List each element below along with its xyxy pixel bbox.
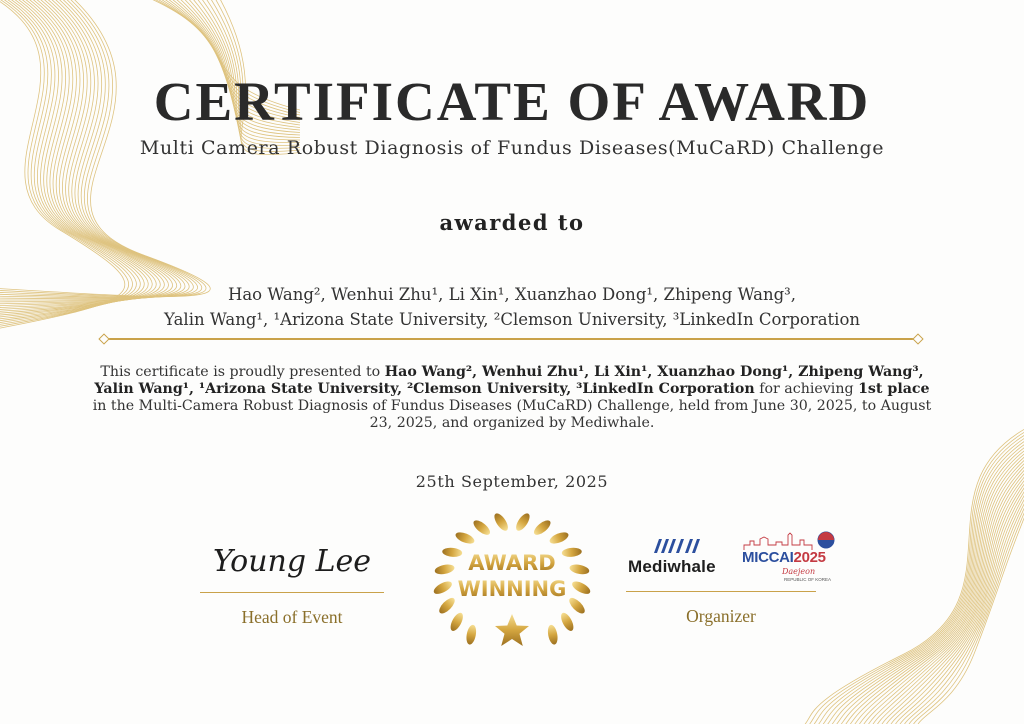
certificate-body: [92, 364, 932, 432]
recipients-line-2: Yalin Wang¹, ¹Arizona State University, ²Clemson University, ³LinkedIn Corporation: [163, 310, 861, 329]
miccai-name-part: MICCAI: [742, 549, 794, 566]
organizer-logos: [626, 527, 832, 591]
miccai-country: REPUBLIC OF KOREA: [784, 577, 832, 582]
mediwhale-logo-text: Mediwhale: [628, 557, 716, 576]
miccai-city: Daejeon: [782, 567, 816, 576]
body-intro: This certificate is proudly presented to: [100, 364, 381, 380]
body-achieving: for achieving: [759, 381, 854, 397]
head-of-event-label: Head of Event: [241, 607, 343, 627]
award-date: 25th September, 2025: [415, 472, 609, 491]
award-winning-badge: [420, 512, 604, 657]
body-names: Hao Wang², Wenhui Zhu¹, Li Xin¹, Xuanzhao Dong¹, Zhipeng Wang³, Yalin Wang¹, ¹Arizona State University, ²Clemson University, ³LinkedIn Corporation: [94, 364, 924, 397]
organizer-label: Organizer: [686, 606, 756, 626]
miccai-skyline-icon: [742, 531, 836, 551]
badge-text-award: AWARD: [468, 551, 556, 575]
signature-line: [200, 592, 384, 593]
body-place: 1st place: [858, 381, 930, 397]
miccai-year: 2025: [793, 549, 826, 566]
star-icon: [495, 614, 529, 646]
signature: Young Lee: [212, 544, 372, 579]
badge-text-winning: WINNING: [457, 577, 567, 601]
organizer-line: [626, 591, 816, 592]
awarded-to-label: awarded to: [439, 210, 585, 235]
mediwhale-mark-icon: [654, 539, 700, 553]
miccai-logo: [742, 531, 836, 591]
signature-block: [200, 532, 384, 628]
recipients: [0, 282, 1024, 332]
gold-wave-decoration-top-left: [0, 0, 300, 330]
certificate-title: CERTIFICATE OF AWARD: [153, 71, 871, 132]
recipients-line-1: Hao Wang², Wenhui Zhu¹, Li Xin¹, Xuanzhao Dong¹, Zhipeng Wang³,: [227, 285, 797, 304]
organizer-block: [626, 527, 832, 627]
gold-divider: [104, 338, 918, 340]
miccai-logo-text: [742, 549, 826, 566]
certificate-subtitle: Multi Camera Robust Diagnosis of Fundus Diseases(MuCaRD) Challenge: [139, 137, 885, 159]
body-rest: in the Multi-Camera Robust Diagnosis of Fundus Diseases (MuCaRD) Challenge, held from June 30, 2025, to August 23, 2025, and organized by Mediwhale.: [92, 398, 932, 431]
